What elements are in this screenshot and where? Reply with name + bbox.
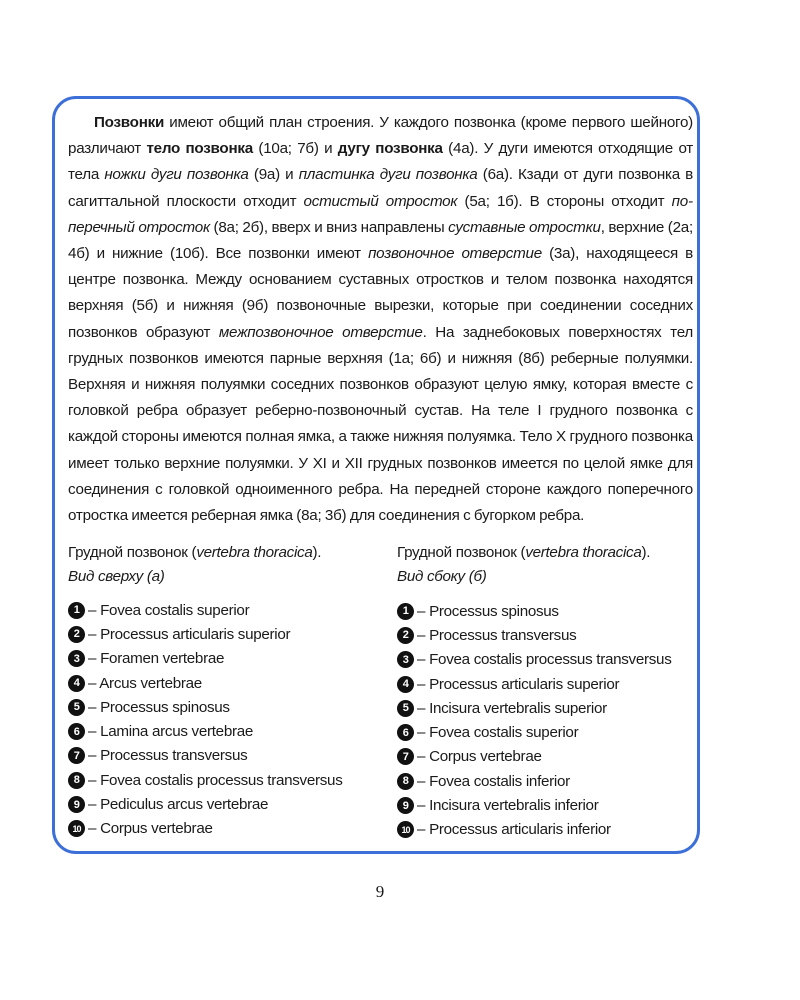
bold-term: Позвонки	[94, 114, 165, 131]
caption-title-suffix: ).	[641, 544, 651, 561]
number-badge-icon: 1	[68, 602, 85, 619]
legend-item	[397, 672, 672, 696]
legend-label: – Fovea costalis superior	[88, 601, 250, 619]
number-badge-icon: 8	[68, 772, 85, 789]
caption-view-label: Вид сбоку (б)	[397, 568, 487, 585]
number-badge-icon: 9	[68, 796, 85, 813]
legend-label: – Lamina arcus vertebrae	[88, 723, 254, 741]
legend-list	[397, 599, 672, 842]
text-run: (3а), находящееся в центре позвонка. Между основанием суставных отростков и телом позвонка находятся верхняя (5б) и нижняя (9б) позвоночные вырезки, которые при соединении соседних позвонков образуют	[68, 245, 693, 341]
legend-item	[397, 648, 672, 672]
legend-item	[68, 695, 343, 719]
number-badge-icon: 6	[68, 723, 85, 740]
legend-label: – Fovea costalis processus transversus	[88, 771, 343, 789]
number-badge-icon: 2	[397, 627, 414, 644]
legend-item	[68, 768, 343, 792]
text-run: имеют общий план строения. У каждого позвонка (кроме первого шейного) различают	[68, 114, 693, 158]
legend-item	[68, 647, 343, 671]
number-badge-icon: 5	[397, 700, 414, 717]
legend-item	[68, 744, 343, 768]
legend-label: – Processus transversus	[417, 626, 577, 644]
caption-title	[397, 541, 717, 565]
number-badge-icon: 4	[68, 675, 85, 692]
italic-term: остистый отросток	[303, 192, 458, 210]
legend-label: – Corpus vertebrae	[88, 820, 213, 838]
text-run: (5а; 1б). В стороны отходит	[457, 192, 672, 210]
legend-label: – Incisura vertebralis superior	[417, 699, 607, 717]
legend-item	[397, 720, 672, 744]
italic-term: суставные отростки	[448, 218, 601, 236]
italic-term: позвоночное отверстие	[368, 245, 542, 263]
caption-title-latin: vertebra thoracica	[196, 544, 313, 561]
text-run: . На заднебоковых поверхностях тел грудных позвонков имеются парные верхняя (1а; 6б) и нижняя (8б) реберные полуямки. Верхняя и нижняя полуямки соседних позвонков образуют целую ямку, которая вместе с головкой ребра образует реберно-позвоночный сустав. На теле I грудного позвонка с каждой стороны имеются полная ямка, а также нижняя полуямка. Тело X грудного позвонка имеет только верхние полуямки. У XI и XII грудных позвонков имеется по целой ямке для соединения с головкой одноименного ребра. На передней стороне каждого поперечного отростка имеется реберная ямка (8а; 3б) для соединения с бугорком ребра.	[68, 323, 694, 525]
legend-list	[68, 598, 343, 841]
legend-item	[68, 598, 343, 622]
number-badge-icon: 9	[397, 797, 414, 814]
number-badge-icon: 7	[68, 747, 85, 764]
paragraph-text	[68, 110, 693, 529]
caption-title-prefix: Грудной позвонок (	[68, 544, 197, 561]
italic-term: ножки дуги позвонка	[104, 166, 249, 184]
caption-view-side	[397, 541, 717, 839]
number-badge-icon: 10	[68, 820, 85, 837]
number-badge-icon: 3	[68, 650, 85, 667]
legend-label: – Processus spinosus	[417, 602, 559, 620]
number-badge-icon: 7	[397, 748, 414, 765]
legend-item	[68, 719, 343, 743]
italic-term: пластинка дуги позвонка	[298, 166, 478, 184]
text-run: (6а). Кзади от дуги позвонка в сагиттальной плоскости отходит	[68, 166, 693, 210]
legend-item	[68, 817, 343, 841]
legend-item	[397, 769, 672, 793]
legend-label: – Arcus vertebrae	[88, 674, 202, 692]
number-badge-icon: 5	[68, 699, 85, 716]
legend-item	[397, 599, 672, 623]
bold-term: тело позвонка	[146, 140, 253, 158]
caption-title-latin: vertebra thoracica	[525, 544, 642, 561]
caption-title	[68, 541, 388, 565]
legend-label: – Processus spinosus	[88, 698, 230, 716]
italic-term: поперечный отросток	[68, 192, 693, 236]
number-badge-icon: 4	[397, 676, 414, 693]
text-run: (9а) и	[248, 166, 299, 184]
legend-label: – Incisura vertebralis inferior	[417, 797, 599, 815]
bold-term: дугу позвонка	[337, 140, 443, 158]
number-badge-icon: 1	[397, 603, 414, 620]
italic-term: межпозвоночное отверстие	[218, 323, 423, 341]
legend-label: – Fovea costalis superior	[417, 724, 579, 742]
legend-item	[68, 622, 343, 646]
text-run: (10а; 7б) и	[252, 140, 338, 158]
legend-item	[68, 792, 343, 816]
legend-label: – Pediculus arcus vertebrae	[88, 796, 269, 814]
caption-view-top	[68, 541, 388, 838]
legend-label: – Processus articularis inferior	[417, 821, 611, 839]
number-badge-icon: 6	[397, 724, 414, 741]
number-badge-icon: 3	[397, 651, 414, 668]
body-paragraph	[68, 110, 693, 529]
legend-label: – Corpus vertebrae	[417, 748, 542, 766]
page-number: 9	[375, 882, 385, 901]
legend-label: – Processus articularis superior	[88, 625, 291, 643]
legend-item	[397, 696, 672, 720]
number-badge-icon: 2	[68, 626, 85, 643]
text-run: (4а). У дуги имеются отходящие от тела	[68, 140, 694, 184]
legend-item	[397, 818, 672, 842]
legend-label: – Fovea costalis processus transversus	[417, 651, 672, 669]
caption-title-prefix: Грудной позвонок (	[397, 544, 526, 561]
legend-item	[397, 623, 672, 647]
legend-label: – Foramen vertebrae	[88, 650, 225, 668]
legend-label: – Fovea costalis inferior	[417, 772, 570, 790]
caption-title-suffix: ).	[312, 544, 322, 561]
legend-item	[68, 671, 343, 695]
legend-label: – Processus articularis superior	[417, 675, 620, 693]
legend-item	[397, 793, 672, 817]
number-badge-icon: 10	[397, 821, 414, 838]
text-run: , верхние (2а; 4б) и нижние (10б). Все позвонки имеют	[68, 218, 693, 263]
legend-label: – Processus transversus	[88, 747, 248, 765]
text-run: (8а; 2б), вверх и вниз направлены	[209, 218, 449, 236]
legend-item	[397, 745, 672, 769]
caption-view-label: Вид сверху (а)	[68, 568, 165, 585]
number-badge-icon: 8	[397, 773, 414, 790]
